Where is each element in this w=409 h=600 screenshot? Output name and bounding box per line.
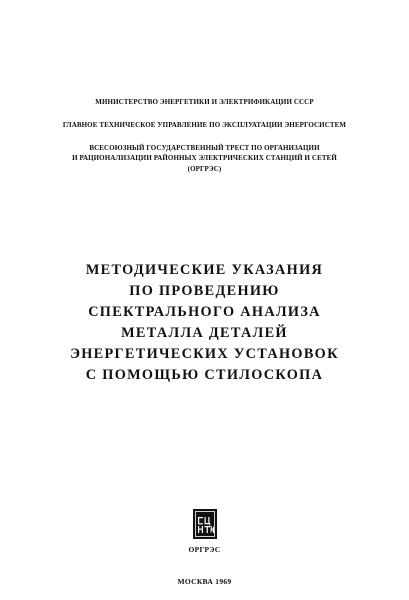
title-line: СПЕКТРАЛЬНОГО АНАЛИЗА (88, 304, 321, 320)
trust-line-1: ВСЕСОЮЗНЫЙ ГОСУДАРСТВЕННЫЙ ТРЕСТ ПО ОРГАНИЗАЦИИ (89, 144, 320, 152)
title-line: ЭНЕРГЕТИЧЕСКИХ УСТАНОВОК (70, 346, 339, 362)
imprint-city-year: МОСКВА 1969 (177, 577, 232, 586)
title-line: ПО ПРОВЕДЕНИЮ (129, 283, 280, 299)
cnti-emblem-icon (193, 509, 217, 539)
publisher-name: ОРГРЭС (188, 545, 221, 554)
title-line: МЕТАЛЛА ДЕТАЛЕЙ (121, 325, 288, 341)
title-line: МЕТОДИЧЕСКИЕ УКАЗАНИЯ (85, 262, 324, 278)
directorate-line: ГЛАВНОЕ ТЕХНИЧЕСКОЕ УПРАВЛЕНИЕ ПО ЭКСПЛУАТАЦИИ ЭНЕРГОСИСТЕМ (62, 121, 347, 129)
trust-line-2: И РАЦИОНАЛИЗАЦИИ РАЙОННЫХ ЭЛЕКТРИЧЕСКИХ СТАНЦИЙ И СЕТЕЙ (72, 154, 337, 162)
trust-abbreviation: (ОРГРЭС) (187, 165, 222, 173)
title-line: С ПОМОЩЬЮ СТИЛОСКОПА (85, 367, 324, 383)
ministry-line: МИНИСТЕРСТВО ЭНЕРГЕТИКИ И ЭЛЕКТРИФИКАЦИИ СССР (95, 98, 314, 106)
